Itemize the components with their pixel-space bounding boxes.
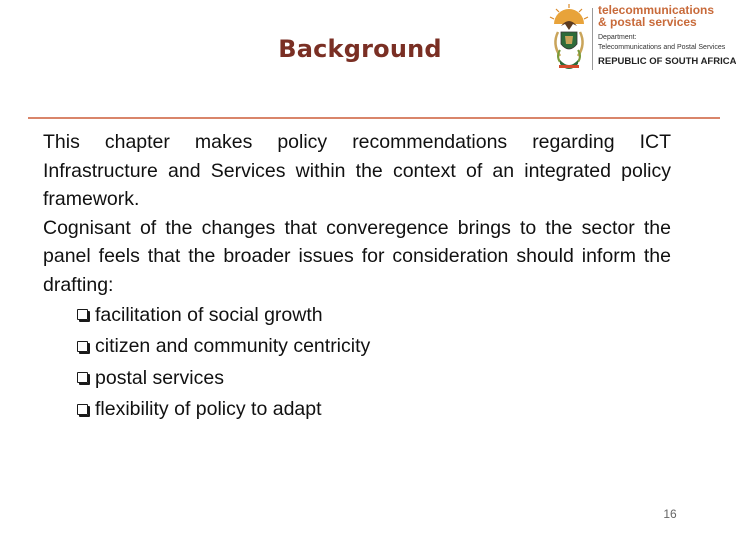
- brand-line-2: & postal services: [598, 15, 697, 29]
- department-name: Telecommunications and Postal Services: [598, 44, 726, 51]
- bullet-text: citizen and community centricity: [95, 335, 371, 357]
- slide-title: Background: [278, 35, 442, 63]
- bullet-list: [43, 299, 671, 425]
- slide-body: [43, 128, 671, 425]
- list-item: [77, 394, 671, 426]
- paragraph-issues: Cognisant of the changes that converegence brings to the sector the panel feels that the broader issues for consideration should inform the drafting:: [43, 216, 671, 296]
- brand-line-1: telecommunications: [598, 3, 715, 17]
- paragraph-intro: This chapter makes policy recommendations regarding ICT Infrastructure and Services within the context of an integrated policy framework.: [43, 131, 671, 210]
- country-label: REPUBLIC OF SOUTH AFRICA: [598, 56, 736, 67]
- bullet-text: flexibility of policy to adapt: [95, 398, 322, 420]
- department-logo: [548, 2, 736, 74]
- page-number: 16: [663, 507, 677, 521]
- checkbox-bullet-icon: [77, 404, 88, 415]
- bullet-text: facilitation of social growth: [95, 303, 323, 326]
- header-rule: [28, 117, 720, 119]
- checkbox-bullet-icon: [77, 341, 88, 352]
- coat-of-arms-icon: [548, 4, 590, 72]
- bullet-text: postal services: [95, 366, 224, 389]
- list-item: [77, 331, 671, 363]
- list-item: [77, 362, 671, 394]
- checkbox-bullet-icon: [77, 309, 88, 320]
- checkbox-bullet-icon: [77, 372, 88, 383]
- logo-divider: [592, 8, 593, 70]
- list-item: [77, 299, 671, 331]
- department-label: Department:: [598, 34, 637, 41]
